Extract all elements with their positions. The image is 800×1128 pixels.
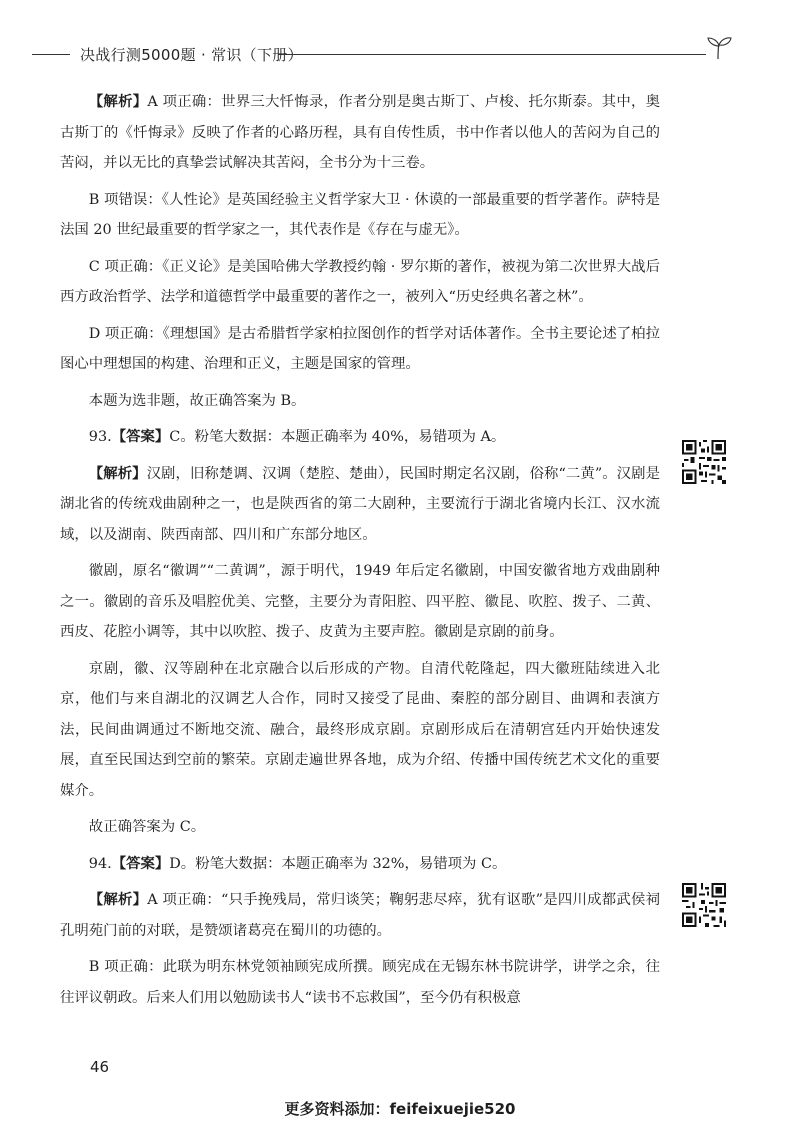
running-header (0, 34, 800, 74)
paragraph (60, 952, 660, 1013)
book-title: 决战行测5000题 · 常识（下册） (80, 46, 303, 64)
paragraph-text: 本题为选非题，故正确答案为 B。 (88, 392, 306, 409)
sprout-icon (704, 34, 734, 60)
paragraph (60, 556, 660, 648)
page-body (60, 87, 660, 1019)
header-rule-left (32, 54, 70, 55)
answer-label: 【答案】 (111, 854, 170, 872)
paragraph (60, 252, 660, 313)
paragraph-text: D 项正确：《理想国》是古希腊哲学家柏拉图创作的哲学对话体著作。全书主要论述了柏拉图心中理想国的构建、治理和正义，主题是国家的管理。 (60, 325, 660, 372)
answer-label: 【答案】 (111, 428, 170, 445)
answer-line (60, 849, 660, 880)
paragraph (60, 386, 660, 417)
paragraph (60, 459, 660, 551)
paragraph-text: D。粉笔大数据：本题正确率为 32%，易错项为 C。 (169, 855, 507, 872)
paragraph-text: B 项错误：《人性论》是英国经验主义哲学家大卫 · 休谟的一部最重要的哲学著作。萨特是法国 20 世纪最重要的哲学家之一，其代表作是《存在与虚无》。 (60, 191, 660, 238)
footer-note: 更多资料添加：feifeixuejie520 (284, 1100, 516, 1118)
paragraph (60, 812, 660, 843)
analysis-label: 【解析】 (88, 93, 148, 110)
paragraph-text: 汉剧，旧称楚调、汉调（楚腔、楚曲），民国时期定名汉剧，俗称“二黄”。汉剧是湖北省的传统戏曲剧种之一，也是陕西省的第二大剧种，主要流行于湖北省境内长江、汉水流域，以及湖南、陕西南部、四川和广东部分地区。 (60, 465, 660, 543)
paragraph (60, 319, 660, 380)
paragraph-text: C。粉笔大数据：本题正确率为 40%，易错项为 A。 (169, 429, 506, 445)
paragraph-text: 徽剧，原名“徽调”“二黄调”，源于明代，1949 年后定名徽剧，中国安徽省地方戏曲剧种之一。徽剧的音乐及唱腔优美、完整，主要分为青阳腔、四平腔、徽昆、吹腔、拨子、二黄、西皮、花腔小调等，其中以吹腔、拨子、皮黄为主要声腔。徽剧是京剧的前身。 (60, 563, 660, 640)
question-number: 94. (88, 855, 112, 872)
answer-line (60, 422, 660, 453)
analysis-label: 【解析】 (88, 891, 148, 908)
paragraph (60, 185, 660, 246)
question-number: 93. (88, 429, 112, 445)
paragraph-text: 故正确答案为 C。 (88, 819, 206, 835)
qr-code-icon[interactable] (682, 440, 726, 484)
page-number: 46 (90, 1058, 110, 1076)
paragraph-text: B 项正确：此联为明东林党领袖顾宪成所撰。顾宪成在无锡东林书院讲学，讲学之余，往往评议朝政。后来人们用以勉励读书人“读书不忘救国”，至今仍有积极意 (60, 959, 660, 1006)
paragraph (60, 87, 660, 179)
paragraph-text: A 项正确：世界三大忏悔录，作者分别是奥古斯丁、卢梭、托尔斯泰。其中，奥古斯丁的《忏悔录》反映了作者的心路历程，具有自传性质，书中作者以他人的苦闷为自己的苦闷，并以无比的真挚尝试解决其苦闷，全书分为十三卷。 (60, 94, 660, 171)
paragraph-text: C 项正确：《正义论》是美国哈佛大学教授约翰 · 罗尔斯的著作，被视为第二次世界大战后西方政治哲学、法学和道德哲学中最重要的著作之一，被列入“历史经典名著之林”。 (60, 258, 660, 305)
qr-code-icon[interactable] (682, 883, 726, 927)
paragraph (60, 885, 660, 946)
paragraph-text: A 项正确：“只手挽残局，常归谈笑；鞠躬悲尽瘁，犹有讴歌”是四川成都武侯祠孔明苑门前的对联，是赞颂诸葛亮在蜀川的功德的。 (60, 892, 660, 939)
header-rule-right (278, 54, 706, 55)
analysis-label: 【解析】 (88, 464, 147, 482)
paragraph-text: 京剧，徽、汉等剧种在北京融合以后形成的产物。自清代乾隆起，四大徽班陆续进入北京，他们与来自湖北的汉调艺人合作，同时又接受了昆曲、秦腔的部分剧目、曲调和表演方法，民间曲调通过不断地交流、融合，最终形成京剧。京剧形成后在清朝宫廷内开始快速发展，直至民国达到空前的繁荣。京剧走遍世界各地，成为介绍、传播中国传统艺术文化的重要媒介。 (60, 660, 660, 799)
paragraph (60, 654, 660, 807)
